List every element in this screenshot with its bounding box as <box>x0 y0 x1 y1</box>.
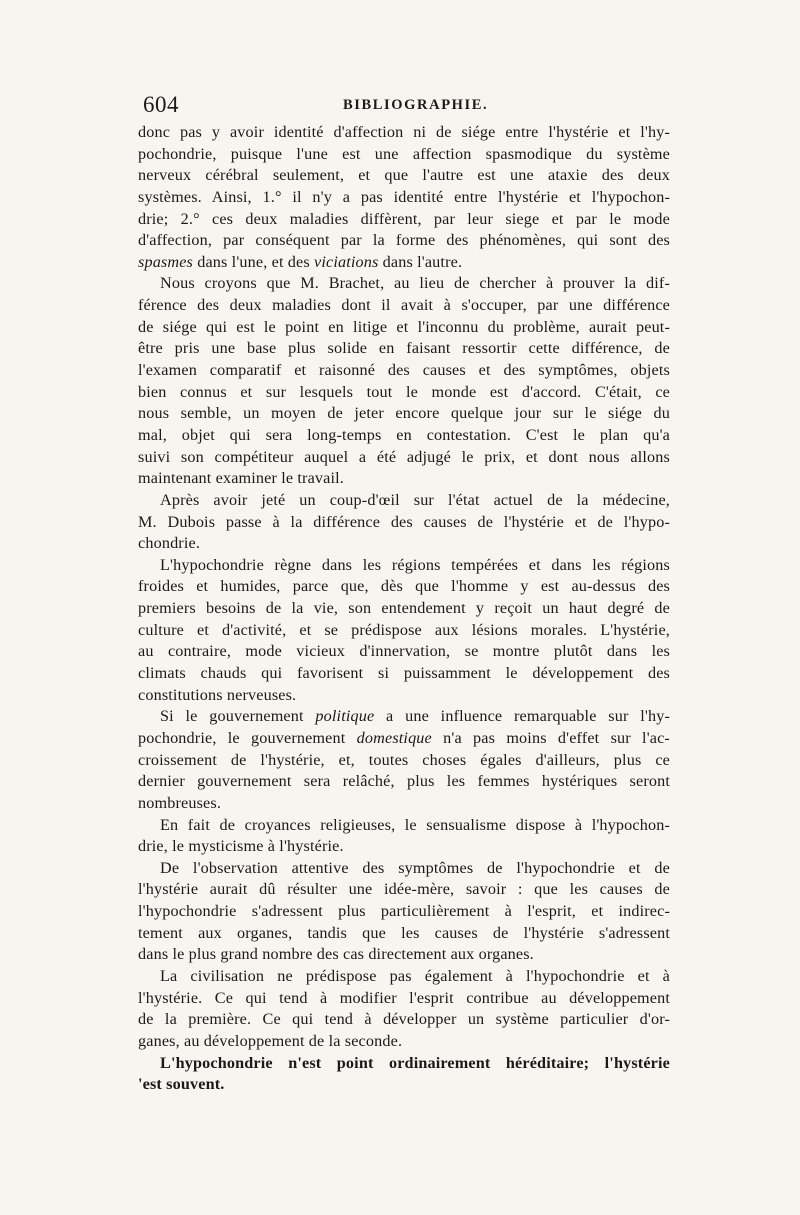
text-line: suivi son compétiteur auquel a été adjugé le prix, et dont nous allons <box>138 447 670 466</box>
text-run: Si le gouvernement <box>160 707 316 726</box>
text-line: froides et humides, parce que, dès que l'homme y est au-dessus des <box>138 577 670 596</box>
text-line: maintenant examiner le travail. <box>138 469 345 488</box>
text-line <box>138 706 670 728</box>
text-line: Après avoir jeté un coup-d'œil sur l'état actuel de la médecine, <box>160 490 670 509</box>
page-header <box>143 92 670 118</box>
text-line: En fait de croyances religieuses, le sensualisme dispose à l'hypochon- <box>160 815 670 834</box>
text-line: ganes, au développement de la seconde. <box>138 1031 403 1050</box>
text-line: culture et d'activité, et se prédispose aux lésions morales. L'hystérie, <box>138 620 670 639</box>
text-line: systèmes. Ainsi, 1.° il n'y a pas identité entre l'hystérie et l'hypochon- <box>138 187 670 206</box>
text-line: drie; 2.° ces deux maladies diffèrent, par leur siege et par le mode <box>138 209 670 228</box>
text-line: constitutions nerveuses. <box>138 685 297 704</box>
italic-text: viciations <box>314 252 379 271</box>
text-line: L'hypochondrie règne dans les régions tempérées et dans les régions <box>160 555 670 574</box>
text-run: dans l'une, et des <box>193 252 315 271</box>
text-line: bien connus et sur lesquels tout le monde est d'accord. C'était, ce <box>138 382 670 401</box>
text-line: De l'observation attentive des symptômes de l'hypochondrie et de <box>160 858 670 877</box>
page-number: 604 <box>143 92 179 117</box>
text-line: drie, le mysticisme à l'hystérie. <box>138 837 344 856</box>
text-line: mal, objet qui sera long-temps en contestation. C'est le plan qu'a <box>138 425 670 444</box>
text-line: nombreuses. <box>138 793 222 812</box>
text-line: l'examen comparatif et raisonné des causes et des symptômes, objets <box>138 361 670 380</box>
text-line: nerveux cérébral seulement, et que l'autre est une ataxie des deux <box>138 166 670 185</box>
text-line: dernier gouvernement sera relâché, plus les femmes hystériques seront <box>138 772 670 791</box>
text-line <box>138 252 670 274</box>
text-line: nous semble, un moyen de jeter encore quelque jour sur le siége du <box>138 404 670 423</box>
text-line: pochondrie, puisque l'une est une affection spasmodique du système <box>138 144 670 163</box>
text-line: Nous croyons que M. Brachet, au lieu de chercher à prouver la dif- <box>160 274 670 293</box>
text-line: chondrie. <box>138 534 201 553</box>
text-run: n'a pas moins d'effet sur l'ac- <box>431 728 670 747</box>
running-title: BIBLIOGRAPHIE. <box>343 97 489 113</box>
text-line: L'hypochondrie n'est point ordinairement héréditaire; l'hystérie <box>160 1053 670 1072</box>
text-line: de la première. Ce qui tend à développer un système particulier d'or- <box>138 1010 670 1029</box>
text-line: M. Dubois passe à la différence des causes de l'hystérie et de l'hypo- <box>138 512 670 531</box>
italic-text: spasmes <box>138 252 194 271</box>
text-line <box>138 728 670 750</box>
text-line: au contraire, mode vicieux d'innervation, se montre plutôt dans les <box>138 642 670 661</box>
text-run: a une influence remarquable sur l'hy- <box>374 707 670 726</box>
italic-text: politique <box>315 707 375 726</box>
italic-text: domestique <box>356 728 432 747</box>
text-line: premiers besoins de la vie, son entendement y reçoit un haut degré de <box>138 599 670 618</box>
text-line: de siége qui est le point en litige et l'inconnu du problème, aurait peut- <box>138 317 670 336</box>
text-line: dans le plus grand nombre des cas directement aux organes. <box>138 945 534 964</box>
text-line: climats chauds qui favorisent si puissamment le développement des <box>138 664 670 683</box>
text-line: l'hypochondrie s'adressent plus particulièrement à l'esprit, et indirec- <box>138 902 670 921</box>
text-line: croissement de l'hystérie, et, toutes choses égales d'ailleurs, plus ce <box>138 750 670 769</box>
text-line: être pris une base plus solide en faisant ressortir cette différence, de <box>138 339 670 358</box>
text-line: férence des deux maladies dont il avait à s'occuper, par une différence <box>138 296 670 315</box>
text-line: d'affection, par conséquent par la forme des phénomènes, qui sont des <box>138 231 670 250</box>
text-line: tement aux organes, tandis que les causes de l'hystérie s'adressent <box>138 923 670 942</box>
text-line: l'hystérie aurait dû résulter une idée-mère, savoir : que les causes de <box>138 880 670 899</box>
text-line: l'hystérie. Ce qui tend à modifier l'esprit contribue au développement <box>138 988 670 1007</box>
text-line: La civilisation ne prédispose pas également à l'hypochondrie et à <box>160 966 670 985</box>
text-run: pochondrie, le gouvernement <box>138 728 357 747</box>
text-line: 'est souvent. <box>138 1075 225 1094</box>
text-run: dans l'autre. <box>378 252 463 271</box>
text-line: donc pas y avoir identité d'affection ni de siége entre l'hystérie et l'hy- <box>138 123 670 141</box>
body-text <box>138 122 670 1096</box>
